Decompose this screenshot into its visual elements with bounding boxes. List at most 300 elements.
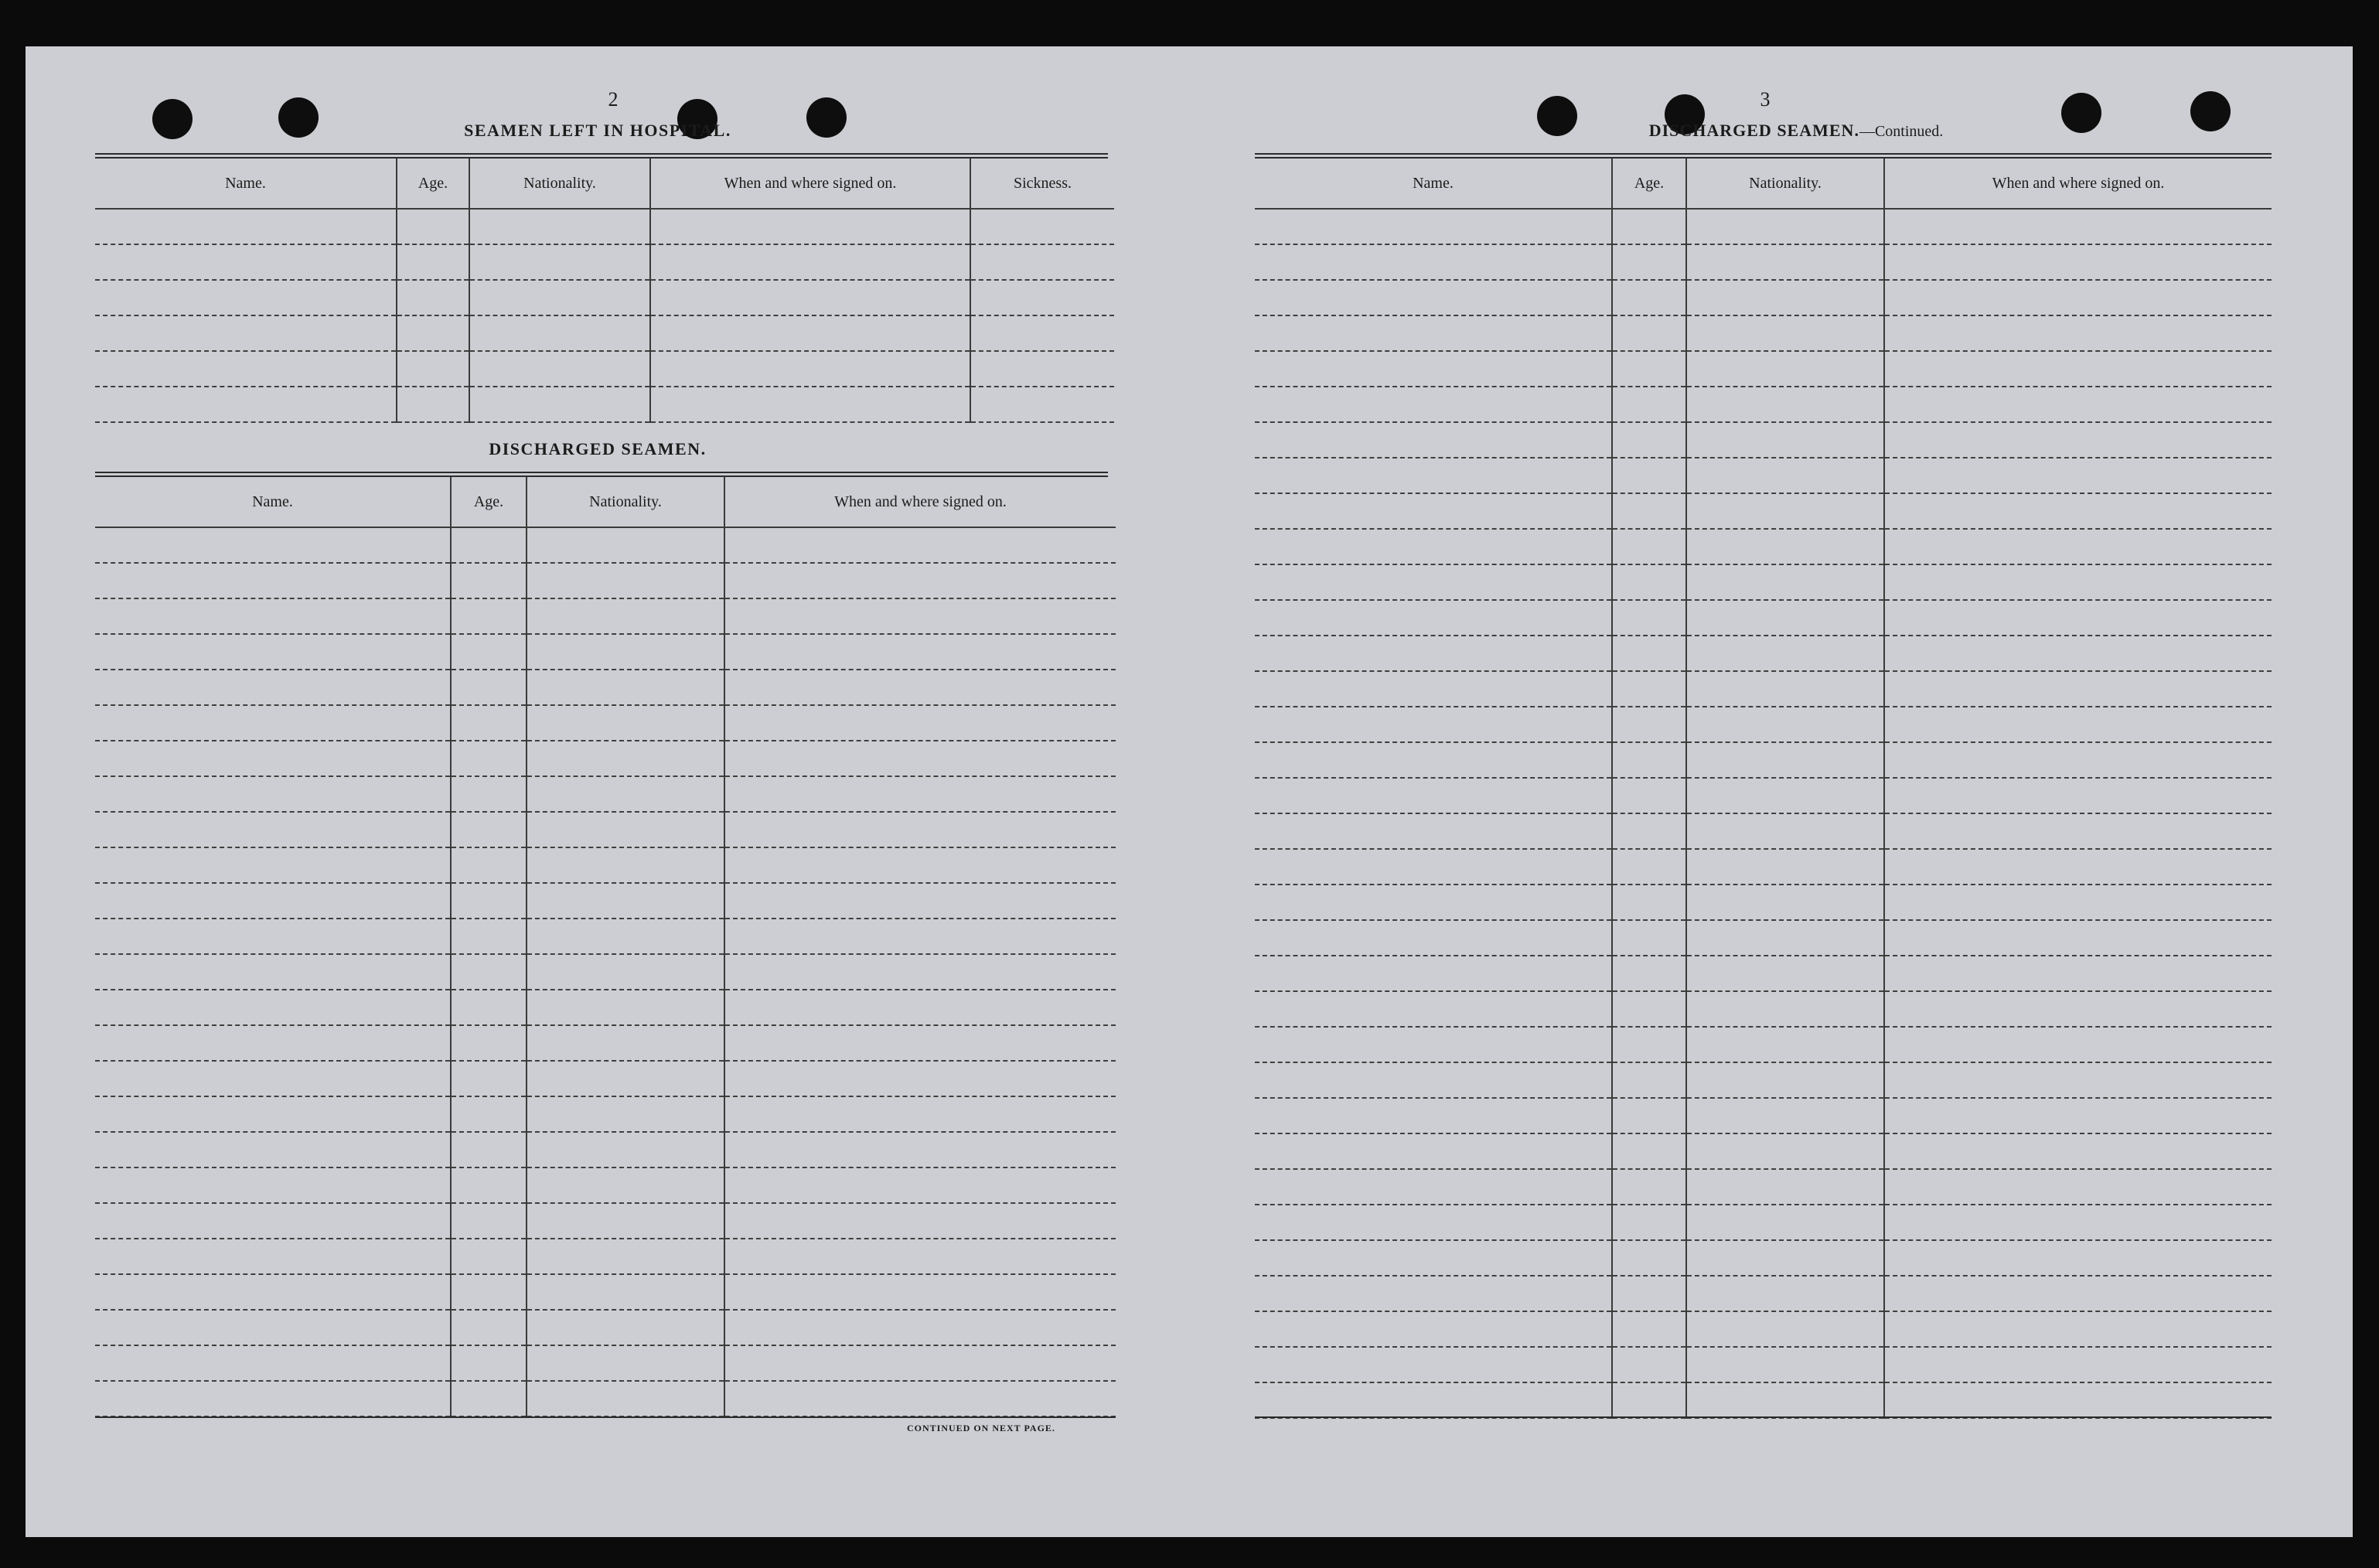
blank-cell[interactable]	[95, 1345, 451, 1381]
blank-cell[interactable]	[1884, 956, 2272, 991]
blank-cell[interactable]	[1686, 1205, 1884, 1240]
blank-cell[interactable]	[1686, 920, 1884, 956]
blank-cell[interactable]	[724, 1061, 1116, 1096]
blank-cell[interactable]	[1686, 1347, 1884, 1382]
blank-cell[interactable]	[724, 1132, 1116, 1167]
blank-cell[interactable]	[1612, 813, 1686, 849]
blank-cell[interactable]	[1884, 1382, 2272, 1418]
blank-cell[interactable]	[95, 1239, 451, 1274]
blank-cell[interactable]	[95, 883, 451, 919]
blank-cell[interactable]	[1884, 991, 2272, 1027]
table-row	[1255, 671, 2272, 707]
table-row	[1255, 1205, 2272, 1240]
blank-cell[interactable]	[724, 1381, 1116, 1416]
blank-cell[interactable]	[724, 563, 1116, 598]
blank-cell[interactable]	[1612, 422, 1686, 458]
blank-cell[interactable]	[1255, 1347, 1612, 1382]
blank-cell[interactable]	[724, 634, 1116, 670]
blank-cell[interactable]	[397, 280, 469, 315]
blank-cell[interactable]	[1612, 1098, 1686, 1133]
blank-cell[interactable]	[1255, 1382, 1612, 1418]
blank-cell[interactable]	[451, 634, 527, 670]
blank-cell[interactable]	[1255, 991, 1612, 1027]
blank-cell[interactable]	[724, 705, 1116, 741]
blank-cell[interactable]	[527, 883, 724, 919]
blank-cell[interactable]	[1686, 1098, 1884, 1133]
blank-cell[interactable]	[95, 812, 451, 847]
blank-cell[interactable]	[1255, 1311, 1612, 1347]
blank-cell[interactable]	[1686, 1311, 1884, 1347]
blank-cell[interactable]	[1686, 707, 1884, 742]
blank-cell[interactable]	[1612, 707, 1686, 742]
blank-cell[interactable]	[95, 634, 451, 670]
blank-cell[interactable]	[1686, 1240, 1884, 1276]
column-header-age: Age.	[451, 477, 527, 527]
blank-cell[interactable]	[1686, 991, 1884, 1027]
blank-cell[interactable]	[1612, 742, 1686, 778]
blank-cell[interactable]	[527, 705, 724, 741]
blank-cell[interactable]	[1686, 813, 1884, 849]
blank-cell[interactable]	[1686, 209, 1884, 244]
table-row	[1255, 920, 2272, 956]
blank-cell[interactable]	[451, 812, 527, 847]
blank-cell[interactable]	[970, 280, 1114, 315]
blank-cell[interactable]	[1612, 956, 1686, 991]
blank-cell[interactable]	[469, 387, 650, 422]
blank-cell[interactable]	[1255, 1027, 1612, 1062]
blank-cell[interactable]	[95, 954, 451, 990]
blank-cell[interactable]	[527, 527, 724, 563]
blank-cell[interactable]	[1686, 387, 1884, 422]
blank-cell[interactable]	[95, 1310, 451, 1345]
blank-cell[interactable]	[1884, 244, 2272, 280]
blank-cell[interactable]	[1612, 458, 1686, 493]
blank-cell[interactable]	[1686, 671, 1884, 707]
blank-cell[interactable]	[527, 1274, 724, 1310]
blank-cell[interactable]	[1612, 1205, 1686, 1240]
table-row	[95, 883, 1116, 919]
blank-cell[interactable]	[1612, 1133, 1686, 1169]
blank-cell[interactable]	[1612, 280, 1686, 315]
blank-cell[interactable]	[451, 741, 527, 776]
table-row	[1255, 600, 2272, 636]
table-row	[1255, 1347, 2272, 1382]
blank-cell[interactable]	[1255, 885, 1612, 920]
blank-cell[interactable]	[1884, 778, 2272, 813]
blank-cell[interactable]	[1884, 1240, 2272, 1276]
blank-cell[interactable]	[527, 741, 724, 776]
blank-cell[interactable]	[95, 1096, 451, 1132]
blank-cell[interactable]	[1884, 813, 2272, 849]
table-row	[95, 990, 1116, 1025]
blank-cell[interactable]	[397, 209, 469, 244]
blank-cell[interactable]	[1884, 707, 2272, 742]
blank-cell[interactable]	[724, 1096, 1116, 1132]
blank-cell[interactable]	[527, 776, 724, 812]
blank-cell[interactable]	[1686, 1062, 1884, 1098]
table-row	[1255, 1062, 2272, 1098]
blank-cell[interactable]	[527, 1132, 724, 1167]
blank-cell[interactable]	[1884, 529, 2272, 564]
blank-cell[interactable]	[1612, 991, 1686, 1027]
blank-cell[interactable]	[1884, 209, 2272, 244]
blank-cell[interactable]	[1884, 1311, 2272, 1347]
blank-cell[interactable]	[1255, 920, 1612, 956]
blank-cell[interactable]	[95, 1274, 451, 1310]
blank-cell[interactable]	[1255, 671, 1612, 707]
blank-cell[interactable]	[1686, 742, 1884, 778]
blank-cell[interactable]	[451, 1132, 527, 1167]
blank-cell[interactable]	[724, 670, 1116, 705]
blank-cell[interactable]	[1255, 244, 1612, 280]
blank-cell[interactable]	[1884, 1205, 2272, 1240]
blank-cell[interactable]	[1255, 1240, 1612, 1276]
blank-cell[interactable]	[1884, 351, 2272, 387]
blank-cell[interactable]	[527, 598, 724, 634]
blank-cell[interactable]	[1612, 529, 1686, 564]
blank-cell[interactable]	[724, 741, 1116, 776]
blank-cell[interactable]	[451, 1096, 527, 1132]
blank-cell[interactable]	[469, 315, 650, 351]
table-row	[95, 1132, 1116, 1167]
blank-cell[interactable]	[1255, 778, 1612, 813]
blank-cell[interactable]	[451, 1381, 527, 1416]
blank-cell[interactable]	[724, 1274, 1116, 1310]
blank-cell[interactable]	[724, 990, 1116, 1025]
blank-cell[interactable]	[1255, 387, 1612, 422]
blank-cell[interactable]	[724, 776, 1116, 812]
blank-cell[interactable]	[1255, 529, 1612, 564]
blank-cell[interactable]	[95, 670, 451, 705]
blank-cell[interactable]	[724, 919, 1116, 954]
blank-cell[interactable]	[1884, 280, 2272, 315]
blank-cell[interactable]	[1884, 885, 2272, 920]
blank-cell[interactable]	[95, 209, 397, 244]
document-sheet	[26, 46, 2353, 1537]
blank-cell[interactable]	[95, 1167, 451, 1203]
blank-cell[interactable]	[451, 1061, 527, 1096]
blank-cell[interactable]	[451, 670, 527, 705]
blank-cell[interactable]	[1884, 564, 2272, 600]
blank-cell[interactable]	[650, 315, 970, 351]
blank-cell[interactable]	[527, 1381, 724, 1416]
blank-cell[interactable]	[1612, 1347, 1686, 1382]
blank-cell[interactable]	[1612, 849, 1686, 885]
blank-cell[interactable]	[451, 563, 527, 598]
blank-cell[interactable]	[1884, 1062, 2272, 1098]
table-row	[95, 351, 1114, 387]
blank-cell[interactable]	[724, 1310, 1116, 1345]
blank-cell[interactable]	[970, 387, 1114, 422]
blank-cell[interactable]	[527, 563, 724, 598]
blank-cell[interactable]	[1255, 813, 1612, 849]
blank-cell[interactable]	[95, 776, 451, 812]
blank-cell[interactable]	[451, 1203, 527, 1239]
table-row	[95, 280, 1114, 315]
blank-cell[interactable]	[527, 1096, 724, 1132]
blank-cell[interactable]	[1612, 778, 1686, 813]
table-row	[95, 1381, 1116, 1416]
blank-cell[interactable]	[1612, 1027, 1686, 1062]
blank-cell[interactable]	[1255, 458, 1612, 493]
blank-cell[interactable]	[527, 1239, 724, 1274]
blank-cell[interactable]	[724, 1025, 1116, 1061]
blank-cell[interactable]	[451, 1274, 527, 1310]
blank-cell[interactable]	[1612, 387, 1686, 422]
blank-cell[interactable]	[1884, 315, 2272, 351]
blank-cell[interactable]	[1884, 1276, 2272, 1311]
blank-cell[interactable]	[95, 919, 451, 954]
blank-cell[interactable]	[970, 315, 1114, 351]
blank-cell[interactable]	[451, 847, 527, 883]
blank-cell[interactable]	[1612, 885, 1686, 920]
blank-cell[interactable]	[1612, 351, 1686, 387]
table-row	[1255, 956, 2272, 991]
double-rule	[1255, 153, 2272, 159]
blank-cell[interactable]	[451, 1345, 527, 1381]
blank-cell[interactable]	[95, 1381, 451, 1416]
blank-cell[interactable]	[724, 598, 1116, 634]
blank-cell[interactable]	[1255, 422, 1612, 458]
blank-cell[interactable]	[1612, 671, 1686, 707]
blank-cell[interactable]	[724, 1203, 1116, 1239]
blank-cell[interactable]	[1686, 351, 1884, 387]
blank-cell[interactable]	[1255, 707, 1612, 742]
blank-cell[interactable]	[469, 244, 650, 280]
blank-cell[interactable]	[1612, 493, 1686, 529]
blank-cell[interactable]	[527, 634, 724, 670]
blank-cell[interactable]	[527, 1203, 724, 1239]
blank-cell[interactable]	[1612, 1169, 1686, 1205]
blank-cell[interactable]	[724, 1345, 1116, 1381]
blank-cell[interactable]	[970, 209, 1114, 244]
blank-cell[interactable]	[1686, 529, 1884, 564]
blank-cell[interactable]	[1686, 1027, 1884, 1062]
blank-cell[interactable]	[397, 244, 469, 280]
blank-cell[interactable]	[1686, 1276, 1884, 1311]
blank-cell[interactable]	[95, 351, 397, 387]
blank-cell[interactable]	[397, 351, 469, 387]
blank-cell[interactable]	[1884, 600, 2272, 636]
blank-cell[interactable]	[451, 776, 527, 812]
table-row	[1255, 280, 2272, 315]
blank-cell[interactable]	[95, 1203, 451, 1239]
blank-cell[interactable]	[1612, 1382, 1686, 1418]
table-row	[1255, 1276, 2272, 1311]
column-header-name: Name.	[1255, 159, 1612, 209]
blank-cell[interactable]	[451, 883, 527, 919]
blank-cell[interactable]	[451, 1025, 527, 1061]
blank-cell[interactable]	[724, 954, 1116, 990]
blank-cell[interactable]	[1884, 636, 2272, 671]
blank-cell[interactable]	[527, 1345, 724, 1381]
blank-cell[interactable]	[1255, 493, 1612, 529]
blank-cell[interactable]	[1255, 636, 1612, 671]
blank-cell[interactable]	[1255, 1169, 1612, 1205]
blank-cell[interactable]	[1884, 458, 2272, 493]
blank-cell[interactable]	[1686, 1382, 1884, 1418]
blank-cell[interactable]	[527, 812, 724, 847]
blank-cell[interactable]	[1612, 1311, 1686, 1347]
blank-cell[interactable]	[1884, 920, 2272, 956]
blank-cell[interactable]	[527, 670, 724, 705]
blank-cell[interactable]	[95, 387, 397, 422]
blank-cell[interactable]	[1686, 315, 1884, 351]
blank-cell[interactable]	[527, 1061, 724, 1096]
blank-cell[interactable]	[1612, 564, 1686, 600]
blank-cell[interactable]	[451, 598, 527, 634]
blank-cell[interactable]	[1612, 315, 1686, 351]
blank-cell[interactable]	[95, 598, 451, 634]
blank-cell[interactable]	[724, 527, 1116, 563]
blank-cell[interactable]	[1686, 280, 1884, 315]
blank-cell[interactable]	[724, 1167, 1116, 1203]
blank-cell[interactable]	[451, 954, 527, 990]
blank-cell[interactable]	[1884, 1098, 2272, 1133]
table-row	[95, 847, 1116, 883]
blank-cell[interactable]	[95, 705, 451, 741]
table-row	[95, 670, 1116, 705]
blank-cell[interactable]	[95, 244, 397, 280]
blank-cell[interactable]	[451, 705, 527, 741]
blank-cell[interactable]	[451, 919, 527, 954]
blank-cell[interactable]	[95, 563, 451, 598]
blank-cell[interactable]	[527, 954, 724, 990]
blank-cell[interactable]	[1686, 493, 1884, 529]
blank-cell[interactable]	[1686, 244, 1884, 280]
blank-cell[interactable]	[1884, 1169, 2272, 1205]
discharged-section-title: DISCHARGED SEAMEN.	[489, 439, 707, 458]
blank-cell[interactable]	[1686, 458, 1884, 493]
blank-cell[interactable]	[1612, 244, 1686, 280]
blank-cell[interactable]	[970, 351, 1114, 387]
blank-cell[interactable]	[650, 209, 970, 244]
blank-cell[interactable]	[469, 351, 650, 387]
blank-cell[interactable]	[1255, 1276, 1612, 1311]
blank-cell[interactable]	[95, 1025, 451, 1061]
blank-cell[interactable]	[1255, 209, 1612, 244]
blank-cell[interactable]	[1612, 1062, 1686, 1098]
blank-cell[interactable]	[95, 1061, 451, 1096]
blank-cell[interactable]	[1255, 1133, 1612, 1169]
blank-cell[interactable]	[95, 741, 451, 776]
blank-cell[interactable]	[1255, 1062, 1612, 1098]
blank-cell[interactable]	[1884, 849, 2272, 885]
blank-cell[interactable]	[95, 527, 451, 563]
blank-cell[interactable]	[724, 847, 1116, 883]
blank-cell[interactable]	[1612, 920, 1686, 956]
blank-cell[interactable]	[1884, 1347, 2272, 1382]
blank-cell[interactable]	[650, 244, 970, 280]
blank-cell[interactable]	[95, 315, 397, 351]
blank-cell[interactable]	[1686, 956, 1884, 991]
blank-cell[interactable]	[1884, 422, 2272, 458]
blank-cell[interactable]	[1686, 849, 1884, 885]
blank-cell[interactable]	[95, 1132, 451, 1167]
blank-cell[interactable]	[451, 1167, 527, 1203]
blank-cell[interactable]	[397, 315, 469, 351]
blank-cell[interactable]	[95, 990, 451, 1025]
blank-cell[interactable]	[1255, 600, 1612, 636]
blank-cell[interactable]	[527, 1310, 724, 1345]
table-row	[1255, 387, 2272, 422]
blank-cell[interactable]	[1255, 956, 1612, 991]
blank-cell[interactable]	[1686, 564, 1884, 600]
blank-cell[interactable]	[1255, 351, 1612, 387]
table-row	[95, 776, 1116, 812]
blank-cell[interactable]	[1612, 636, 1686, 671]
blank-cell[interactable]	[1686, 1133, 1884, 1169]
table-row	[95, 741, 1116, 776]
blank-cell[interactable]	[1255, 849, 1612, 885]
blank-cell[interactable]	[527, 990, 724, 1025]
blank-cell[interactable]	[650, 351, 970, 387]
table-row	[95, 1025, 1116, 1061]
blank-cell[interactable]	[1612, 1240, 1686, 1276]
blank-cell[interactable]	[1255, 1205, 1612, 1240]
blank-cell[interactable]	[527, 847, 724, 883]
table-row	[1255, 813, 2272, 849]
blank-cell[interactable]	[724, 883, 1116, 919]
hospital-table	[95, 159, 1114, 423]
blank-cell[interactable]	[1255, 742, 1612, 778]
blank-cell[interactable]	[527, 919, 724, 954]
table-row	[1255, 991, 2272, 1027]
blank-cell[interactable]	[1686, 1169, 1884, 1205]
blank-cell[interactable]	[1884, 387, 2272, 422]
blank-cell[interactable]	[1884, 1027, 2272, 1062]
blank-cell[interactable]	[95, 280, 397, 315]
blank-cell[interactable]	[527, 1025, 724, 1061]
blank-cell[interactable]	[1884, 742, 2272, 778]
discharged-table	[95, 477, 1116, 1417]
table-row	[1255, 742, 2272, 778]
blank-cell[interactable]	[1255, 315, 1612, 351]
blank-cell[interactable]	[95, 847, 451, 883]
blank-cell[interactable]	[1884, 1133, 2272, 1169]
blank-cell[interactable]	[1686, 636, 1884, 671]
blank-cell[interactable]	[451, 527, 527, 563]
section-title-text: DISCHARGED SEAMEN.	[1648, 121, 1859, 140]
blank-cell[interactable]	[527, 1167, 724, 1203]
blank-cell[interactable]	[1686, 778, 1884, 813]
blank-cell[interactable]	[1686, 422, 1884, 458]
blank-cell[interactable]	[1686, 885, 1884, 920]
blank-cell[interactable]	[650, 387, 970, 422]
blank-cell[interactable]	[1255, 564, 1612, 600]
blank-cell[interactable]	[1884, 493, 2272, 529]
blank-cell[interactable]	[1686, 600, 1884, 636]
blank-cell[interactable]	[451, 1310, 527, 1345]
blank-cell[interactable]	[650, 280, 970, 315]
blank-cell[interactable]	[1884, 671, 2272, 707]
blank-cell[interactable]	[1612, 209, 1686, 244]
blank-cell[interactable]	[469, 209, 650, 244]
blank-cell[interactable]	[451, 990, 527, 1025]
blank-cell[interactable]	[1255, 280, 1612, 315]
blank-cell[interactable]	[397, 387, 469, 422]
blank-cell[interactable]	[451, 1239, 527, 1274]
blank-cell[interactable]	[724, 1239, 1116, 1274]
table-row	[95, 1203, 1116, 1239]
blank-cell[interactable]	[469, 280, 650, 315]
blank-cell[interactable]	[970, 244, 1114, 280]
column-header-name: Name.	[95, 159, 397, 209]
blank-cell[interactable]	[724, 812, 1116, 847]
blank-cell[interactable]	[1612, 600, 1686, 636]
blank-cell[interactable]	[1255, 1098, 1612, 1133]
blank-cell[interactable]	[1612, 1276, 1686, 1311]
